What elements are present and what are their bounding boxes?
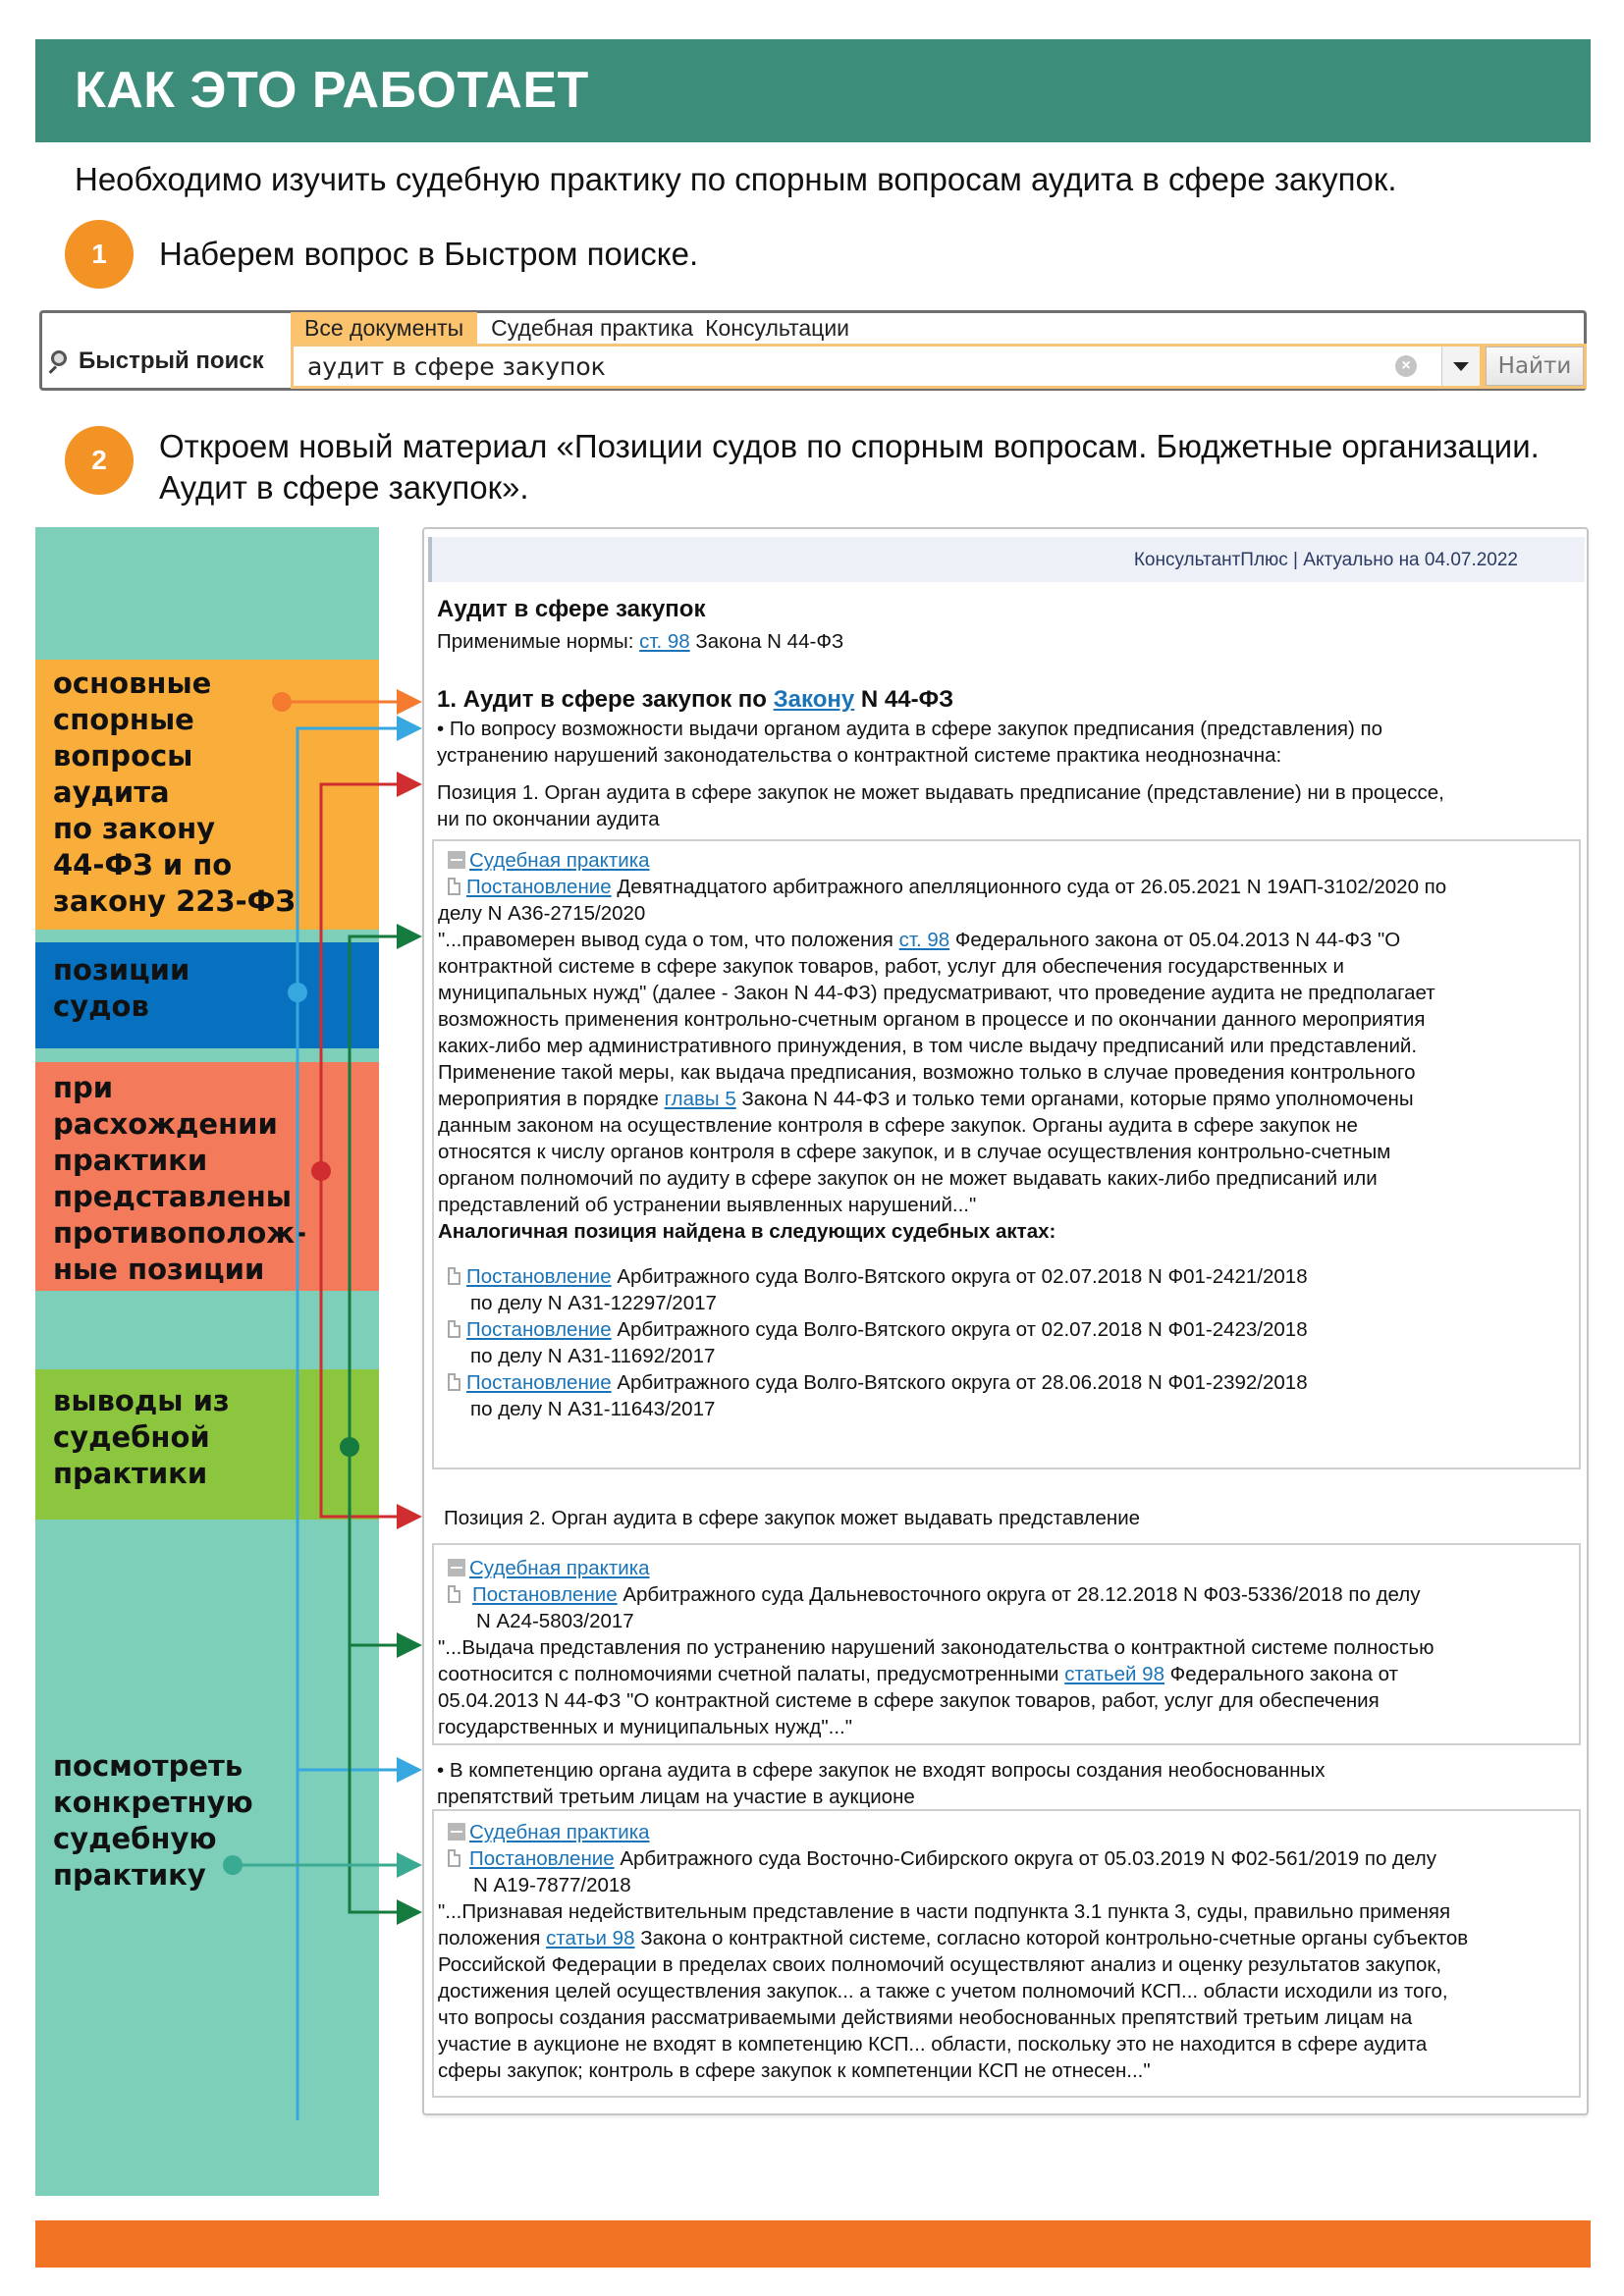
citation-text: Девятнадцатого арбитражного апелляционного суда от 26.05.2021 N 19АП-3102/2020 по <box>611 876 1447 898</box>
quote-line: сферы закупок; контроль в сфере закупок к компетенции КСП не отнесен..." <box>438 2059 1151 2082</box>
quote-line: относятся к числу органов контроля в сфере закупок, и в случае осуществления контрольно-счетным <box>438 1141 1391 1163</box>
ruling-citation <box>448 874 1577 900</box>
court-practice-link[interactable]: Судебная практика <box>469 1557 650 1579</box>
quote-line: Российской Федерации в пределах своих полномочий осуществляют анализ и оценку результатов закупок, <box>438 1953 1442 1976</box>
similar-ruling-item: Постановление Арбитражного суда Волго-Вятского округа от 02.07.2018 N Ф01-2421/2018 <box>448 1263 1308 1290</box>
ruling-citation: Постановление Арбитражного суда Дальневосточного округа от 28.12.2018 N Ф03-5336/2018 по делу <box>448 1581 1577 1608</box>
court-practice-box-1 <box>432 839 1581 1469</box>
quote-line: Применение такой меры, как выдача предписания, возможно только в случае проведения контрольного <box>438 1061 1416 1084</box>
court-practice-box-2 <box>432 1543 1581 1745</box>
legend-line: при <box>53 1071 114 1104</box>
document-icon <box>448 1373 460 1391</box>
document-icon <box>448 878 460 895</box>
tab-all-documents[interactable]: Все документы <box>291 312 477 344</box>
citation-case: делу N А36-2715/2020 <box>438 902 646 925</box>
legend-line: судебной <box>53 1420 210 1454</box>
legend-line: основные <box>53 667 212 700</box>
section-suffix: N 44-ФЗ <box>854 686 954 713</box>
legend-court-positions <box>35 942 379 1048</box>
ruling-quote <box>438 1898 1468 2084</box>
step-2-line-1: Откроем новый материал «Позиции судов по спорным вопросам. Бюджетные организации. <box>159 428 1540 464</box>
step-1-badge: 1 <box>65 220 134 289</box>
applicable-norms <box>437 628 843 655</box>
legend-line: по закону <box>53 812 216 845</box>
ruling-quote <box>438 927 1435 1245</box>
court-practice-box-3 <box>432 1809 1581 2098</box>
similar-heading: Аналогичная позиция найдена в следующих судебных актах: <box>438 1220 1056 1243</box>
quote-line: представлений об устранении выявленных нарушений..." <box>438 1194 977 1216</box>
collapse-icon[interactable] <box>448 851 465 869</box>
ruling-quote <box>438 1634 1434 1740</box>
art98-link[interactable]: ст. 98 <box>898 929 950 951</box>
art98-link[interactable]: статьей 98 <box>1064 1663 1164 1685</box>
legend-main-issues <box>35 660 379 930</box>
ruling-link[interactable]: Постановление <box>466 876 612 898</box>
quote-line: что вопросы создания рассматриваемыми действиями необоснованных препятствий третьим лицам на <box>438 2006 1413 2029</box>
quote-line: муниципальных нужд" (далее - Закон N 44-ФЗ) предусматривают, что проведение аудита не предполагает <box>438 982 1435 1004</box>
step-2-text <box>159 426 1540 508</box>
quote-line: органом полномочий по аудиту в сфере закупок он не может выдавать каких-либо предписаний или <box>438 1167 1378 1190</box>
search-history-dropdown[interactable] <box>1441 347 1480 386</box>
legend-line: 44-ФЗ и по <box>53 848 233 881</box>
text-line: устранению нарушений законодательства о контрактной системе практика неоднозначна: <box>437 744 1282 767</box>
quick-search-label-text: Быстрый поиск <box>79 347 264 374</box>
search-input[interactable] <box>294 347 1441 386</box>
text-line: • По вопросу возможности выдачи органом аудита в сфере закупок предписания (представления) по <box>437 718 1383 740</box>
legend-line: позиции <box>53 953 190 987</box>
legend-line: практики <box>53 1457 208 1490</box>
legend-line: судебную <box>53 1822 217 1855</box>
court-practice-link[interactable]: Судебная практика <box>469 849 650 872</box>
quote-line: "...правомерен вывод суда о том, что положения ст. 98 Федерального закона от 05.04.2013 N 44-ФЗ "О <box>438 929 1401 951</box>
legend-sidebar <box>35 527 379 2196</box>
page-title: КАК ЭТО РАБОТАЕТ <box>75 62 589 119</box>
practice-header <box>448 847 650 874</box>
clear-search-icon[interactable]: × <box>1395 355 1417 377</box>
legend-opposite-positions <box>35 1062 379 1291</box>
quote-line: контрактной системе в сфере закупок товаров, работ, услуг для обеспечения государственных и <box>438 955 1344 978</box>
tab-court-practice[interactable]: Судебная практика <box>491 315 694 341</box>
legend-line: конкретную <box>53 1786 253 1819</box>
legend-line: судов <box>53 989 149 1023</box>
collapse-icon[interactable] <box>448 1823 465 1841</box>
similar-ruling-item: Постановление Арбитражного суда Волго-Вятского округа от 02.07.2018 N Ф01-2423/2018 <box>448 1316 1308 1343</box>
text-line: препятствий третьим лицам на участие в аукционе <box>437 1786 915 1808</box>
quote-line: возможность применения контрольно-счетным органом в процессе и по окончании данного мероприятия <box>438 1008 1426 1031</box>
tab-consultations[interactable]: Консультации <box>705 315 850 341</box>
magnifier-icon <box>47 350 69 372</box>
document-icon <box>448 1320 460 1338</box>
chapter5-link[interactable]: главы 5 <box>664 1088 736 1110</box>
art98-link[interactable]: статьи 98 <box>546 1927 635 1949</box>
section-prefix: 1. Аудит в сфере закупок по <box>437 686 774 713</box>
chevron-down-icon <box>1453 362 1469 371</box>
intro-text: Необходимо изучить судебную практику по спорным вопросам аудита в сфере закупок. <box>75 161 1397 197</box>
collapse-icon[interactable] <box>448 1559 465 1576</box>
court-practice-link[interactable]: Судебная практика <box>469 1821 650 1843</box>
position-1 <box>437 779 1444 832</box>
issue-bullet-1 <box>437 716 1382 769</box>
text-line: ни по окончании аудита <box>437 808 660 830</box>
legend-line: расхождении <box>53 1107 278 1141</box>
legend-line: противополож- <box>53 1216 307 1250</box>
legend-line: представлены <box>53 1180 292 1213</box>
norms-prefix: Применимые нормы: <box>437 630 640 653</box>
ruling-citation: Постановление Арбитражного суда Восточно-Сибирского округа от 05.03.2019 N Ф02-561/2019 по делу <box>448 1845 1577 1872</box>
issue-bullet-2 <box>437 1757 1326 1810</box>
footer-bar <box>35 2220 1591 2268</box>
law-link[interactable]: Закону <box>773 686 855 713</box>
legend-line: посмотреть <box>53 1749 244 1783</box>
legend-line: практику <box>53 1858 206 1892</box>
legend-line: ные позиции <box>53 1253 265 1286</box>
quote-line: "...Выдача представления по устранению нарушений законодательства о контрактной системе полностью <box>438 1636 1435 1659</box>
norm-link-art98[interactable]: ст. 98 <box>639 630 690 653</box>
document-icon <box>448 1849 460 1867</box>
quote-line: государственных и муниципальных нужд"..." <box>438 1716 852 1738</box>
quote-line: достижения целей осуществления закупок... а также с учетом полномочий КСП... области исходили из того, <box>438 1980 1448 2002</box>
similar-ruling-case: по делу N А31-12297/2017 <box>470 1292 717 1314</box>
quick-search-label <box>47 347 264 375</box>
similar-rulings-list <box>448 1263 1308 1422</box>
search-tabs <box>291 312 863 344</box>
citation-case: N А19-7877/2018 <box>473 1874 631 1896</box>
legend-line: вопросы <box>53 739 193 773</box>
similar-ruling-link[interactable]: Постановление <box>466 1371 612 1394</box>
position-2: Позиция 2. Орган аудита в сфере закупок может выдавать представление <box>444 1507 1141 1529</box>
quote-line: участие в аукционе не входят в компетенцию КСП... области, поскольку это не находится в сфере аудита <box>438 2033 1428 2056</box>
similar-ruling-case: по делу N А31-11643/2017 <box>470 1398 716 1420</box>
legend-conclusions <box>35 1369 379 1520</box>
legend-line: аудита <box>53 775 170 809</box>
quote-line: положения статьи 98 Закона о контрактной системе, согласно которой контрольно-счетные органы субъектов <box>438 1927 1469 1949</box>
legend-line: закону 223-ФЗ <box>53 884 296 918</box>
text-line: • В компетенцию органа аудита в сфере закупок не входят вопросы создания необоснованных <box>437 1759 1326 1782</box>
text-line: Позиция 1. Орган аудита в сфере закупок не может выдавать предписание (представление) ни в процессе, <box>437 781 1444 804</box>
document-status: КонсультантПлюс | Актуально на 04.07.2022 <box>1133 550 1518 570</box>
section-heading <box>437 686 953 713</box>
similar-ruling-item: Постановление Арбитражного суда Волго-Вятского округа от 28.06.2018 N Ф01-2392/2018 <box>448 1369 1308 1396</box>
similar-ruling-link[interactable]: Постановление <box>466 1318 612 1341</box>
document-icon <box>448 1267 460 1285</box>
legend-view-practice <box>35 1742 379 1890</box>
step-1-text: Наберем вопрос в Быстром поиске. <box>159 236 699 272</box>
legend-line: спорные <box>53 703 194 736</box>
legend-line: выводы из <box>53 1384 230 1417</box>
step-2-line-2: Аудит в сфере закупок». <box>159 469 529 506</box>
quote-line: мероприятия в порядке главы 5 Закона N 44-ФЗ и только теми органами, которые прямо уполномочены <box>438 1088 1414 1110</box>
practice-header <box>448 1555 650 1581</box>
search-field <box>291 344 1587 389</box>
step-2-badge: 2 <box>65 426 134 495</box>
quote-line: "...Признавая недействительным представление в части подпункта 3.1 пункта 3, суды, правильно применяя <box>438 1900 1451 1923</box>
document-icon <box>448 1585 460 1603</box>
ruling-link[interactable]: Постановление <box>469 1847 615 1870</box>
quote-line: данным законом на осуществление контроля в сфере закупок. Органы аудита в сфере закупок не <box>438 1114 1358 1137</box>
legend-line: практики <box>53 1144 208 1177</box>
ruling-link[interactable]: Постановление <box>472 1583 618 1606</box>
practice-header <box>448 1819 650 1845</box>
norms-suffix: Закона N 44-ФЗ <box>689 630 844 653</box>
quote-line: соотносится с полномочиями счетной палаты, предусмотренными статьей 98 Федерального закона от <box>438 1663 1399 1685</box>
citation-case: N А24-5803/2017 <box>476 1610 634 1632</box>
similar-ruling-link[interactable]: Постановление <box>466 1265 612 1288</box>
find-button[interactable]: Найти <box>1486 347 1584 386</box>
similar-ruling-case: по делу N А31-11692/2017 <box>470 1345 716 1367</box>
quote-line: 05.04.2013 N 44-ФЗ "О контрактной системе в сфере закупок товаров, работ, услуг для обеспечения <box>438 1689 1380 1712</box>
document-title: Аудит в сфере закупок <box>437 596 706 622</box>
quote-line: каких-либо мер административного принуждения, в том числе выдачу предписаний или представлений. <box>438 1035 1418 1057</box>
